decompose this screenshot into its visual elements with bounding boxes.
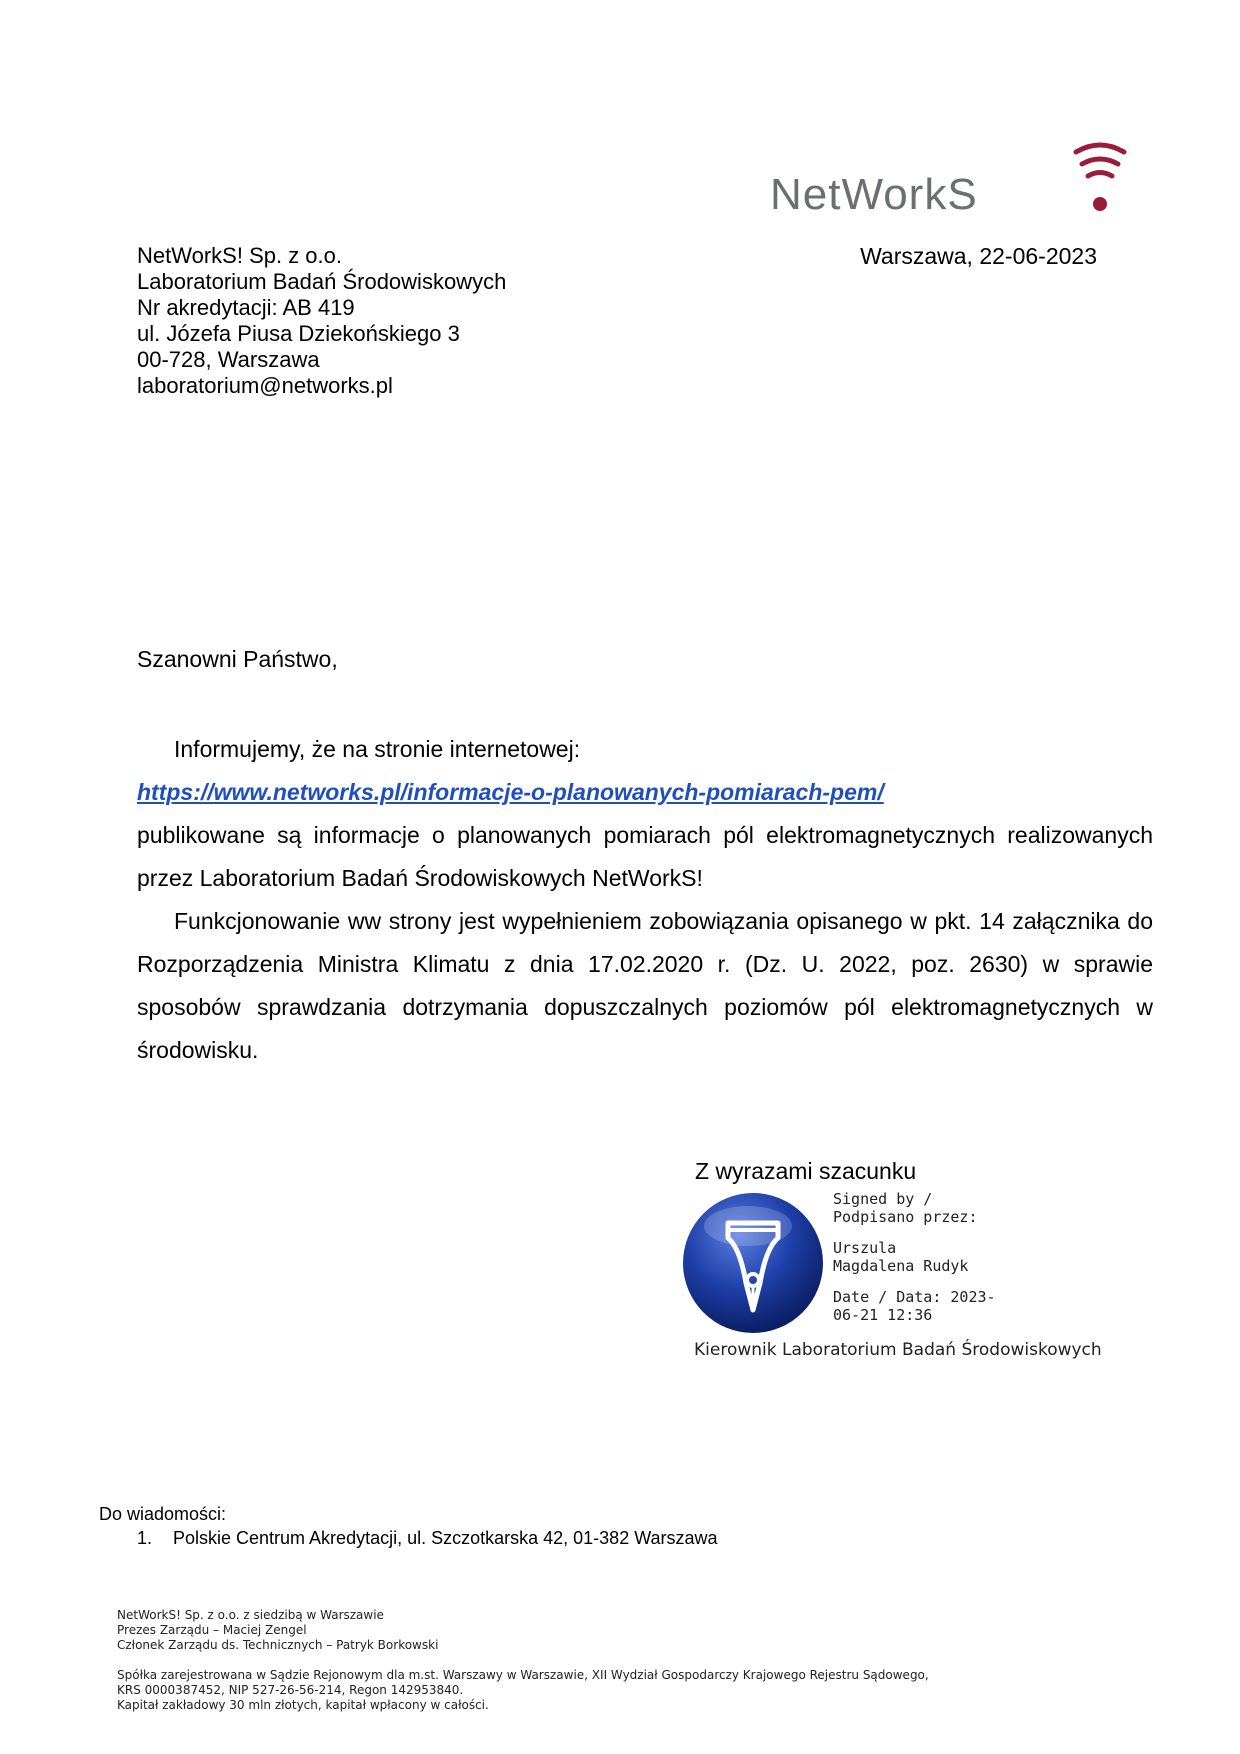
wifi-signal-icon xyxy=(1070,140,1130,220)
footer-registration: Spółka zarejestrowana w Sądzie Rejonowym dla m.st. Warszawy w Warszawie, XII Wydział Gospodarczy Krajowego Rejestru Sądowego, xyxy=(117,1668,929,1682)
signer-role: Kierownik Laboratorium Badań Środowiskowych xyxy=(694,1340,1102,1360)
letter-body xyxy=(137,728,1153,1072)
signer-first-name: Urszula xyxy=(833,1239,897,1257)
sender-city: 00-728, Warszawa xyxy=(137,347,320,372)
sender-email: laboratorium@networks.pl xyxy=(137,373,393,398)
footer-capital: Kapitał zakładowy 30 mln złotych, kapitał wpłacony w całości. xyxy=(117,1698,489,1712)
cc-block xyxy=(99,1502,718,1550)
signature-date-label: Date / Data: 2023- xyxy=(833,1288,996,1306)
sender-accreditation: Nr akredytacji: AB 419 xyxy=(137,295,355,320)
cc-heading: Do wiadomości: xyxy=(99,1504,227,1524)
signature-details xyxy=(833,1190,996,1324)
signature-date-value: 06-21 12:36 xyxy=(833,1306,933,1324)
sender-street: ul. Józefa Piusa Dziekońskiego 3 xyxy=(137,321,460,346)
closing: Z wyrazami szacunku xyxy=(695,1158,917,1184)
fountain-pen-nib-icon xyxy=(678,1188,828,1338)
company-logo xyxy=(770,140,1150,230)
paragraph-2: Funkcjonowanie ww strony jest wypełnieniem zobowiązania opisanego w pkt. 14 załącznika do Rozporządzenia Ministra Klimatu z dnia 17.02.2020 r. (Dz. U. 2022, poz. 2630) w sprawie sposobów sprawdzania dotrzymania dopuszczalnych poziomów pól elektromagnetycznych w środowisku. xyxy=(137,908,1153,1063)
intro-text: Informujemy, że na stronie internetowej: xyxy=(174,736,581,762)
cc-item xyxy=(137,1526,718,1550)
footer-board-member: Członek Zarządu ds. Technicznych – Patryk Borkowski xyxy=(117,1638,439,1652)
cc-item-number: 1. xyxy=(137,1528,153,1548)
footer-ids: KRS 0000387452, NIP 527-26-56-214, Regon 142953840. xyxy=(117,1683,464,1697)
logo-wordmark: NetWorkS xyxy=(770,170,978,219)
footer-ceo: Prezes Zarządu – Maciej Zengel xyxy=(117,1623,307,1637)
info-link[interactable]: https://www.networks.pl/informacje-o-planowanych-pomiarach-pem/ xyxy=(137,779,884,805)
place-date: Warszawa, 22-06-2023 xyxy=(860,243,1097,269)
signed-by-label-pl: Podpisano przez: xyxy=(833,1208,978,1226)
signed-by-label: Signed by / xyxy=(833,1190,933,1208)
signer-name: Magdalena Rudyk xyxy=(833,1257,969,1275)
sender-address xyxy=(137,243,506,399)
salutation: Szanowni Państwo, xyxy=(137,646,338,672)
paragraph-1: publikowane są informacje o planowanych pomiarach pól elektromagnetycznych realizowanych przez Laboratorium Badań Środowiskowych NetWorkS! xyxy=(137,822,1153,891)
sender-company: NetWorkS! Sp. z o.o. xyxy=(137,243,343,268)
footer-company: NetWorkS! Sp. z o.o. z siedzibą w Warszawie xyxy=(117,1608,384,1622)
sender-lab: Laboratorium Badań Środowiskowych xyxy=(137,269,507,294)
cc-item-text: Polskie Centrum Akredytacji, ul. Szczotkarska 42, 01-382 Warszawa xyxy=(173,1528,718,1548)
footer xyxy=(117,1608,929,1713)
